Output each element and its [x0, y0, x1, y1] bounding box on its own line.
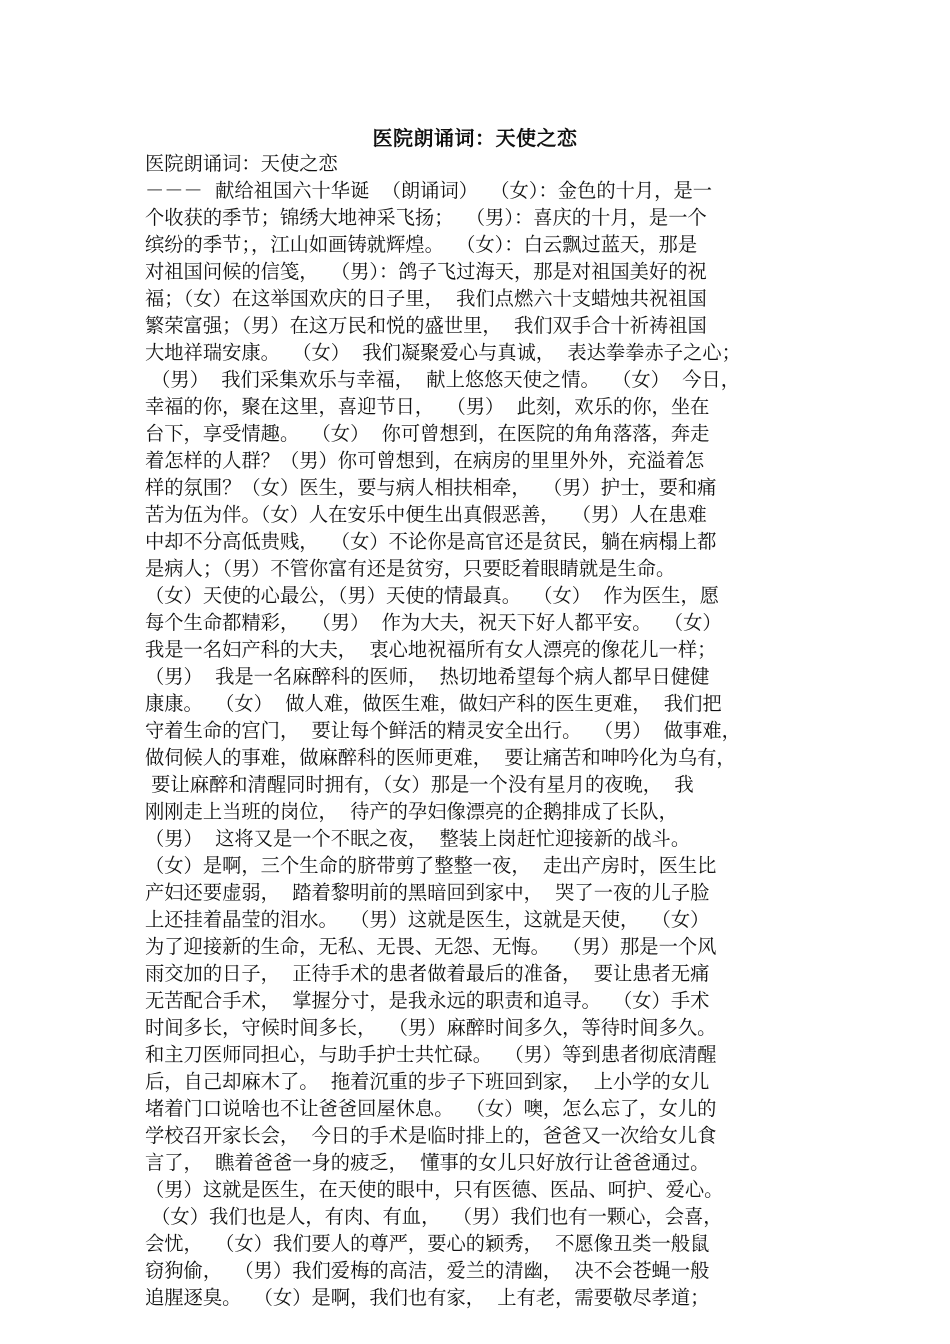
body-text-line: 是病人；（男）不管你富有还是贫穷，只要眨着眼睛就是生命。 [145, 557, 676, 580]
body-text-line: 堵着门口说啥也不让爸爸回屋休息。 （女）噢，怎么忘了，女儿的 [145, 1097, 717, 1120]
body-text-line: 大地祥瑞安康。 （女） 我们凝聚爱心与真诚， 表达拳拳赤子之心； [145, 341, 741, 364]
body-text-line: 台下，享受情趣。 （女） 你可曾想到，在医院的角角落落，奔走 [145, 422, 710, 445]
body-text-line: 样的氛围？（女）医生，要与病人相扶相牵， （男）护士，要和痛 [145, 476, 717, 499]
body-text-line: 窃狗偷， （男）我们爱梅的高洁，爱兰的清幽， 决不会苍蝇一般 [145, 1259, 710, 1282]
body-text-line: 上还挂着晶莹的泪水。 （男）这就是医生，这就是天使， （女） [145, 908, 710, 931]
body-text-line: 着怎样的人群？（男）你可曾想到，在病房的里里外外，充溢着怎 [145, 449, 705, 472]
body-text-line: （女）我们也是人，有肉、有血， （男）我们也有一颗心，会喜， [145, 1205, 723, 1228]
body-text-line: 刚刚走上当班的岗位， 待产的孕妇像漂亮的企鹅排成了长队， [145, 800, 678, 823]
body-text-line: 要让麻醉和清醒同时拥有，（女）那是一个没有星月的夜晚， 我 [145, 773, 694, 796]
body-text-line: 缤纷的季节；，江山如画铸就辉煌。 （女）：白云飘过蓝天，那是 [145, 233, 698, 256]
body-text-line: （女）天使的心最公，（男）天使的情最真。 （女） 作为医生，愿 [145, 584, 720, 607]
body-text-line: 时间多长，守候时间多长， （男）麻醉时间多久，等待时间多久。 [145, 1016, 717, 1039]
body-text-line: 后，自己却麻木了。 拖着沉重的步子下班回到家， 上小学的女儿 [145, 1070, 710, 1093]
body-text-line: 个收获的季节；锦绣大地神采飞扬； （男）：喜庆的十月，是一个 [145, 206, 707, 229]
document-title: 医院朗诵词：天使之恋 [372, 126, 578, 150]
body-text-line: 每个生命都精彩， （男） 作为大夫，祝天下好人都平安。 （女） [145, 611, 722, 634]
body-text-line: 守着生命的宫门， 要让每个鲜活的精灵安全出行。 （男） 做事难， [145, 719, 741, 742]
body-text-line: （女）是啊，三个生命的脐带剪了整整一夜， 走出产房时，医生比 [145, 854, 717, 877]
body-text-line: 福；（女）在这举国欢庆的日子里， 我们点燃六十支蜡烛共祝祖国 [145, 287, 707, 310]
body-text-line: 言了， 瞧着爸爸一身的疲乏， 懂事的女儿只好放行让爸爸通过。 [145, 1151, 710, 1174]
body-text-line: 我是一名妇产科的大夫， 衷心地祝福所有女人漂亮的像花儿一样； [145, 638, 717, 661]
body-text-line: 雨交加的日子， 正待手术的患者做着最后的准备， 要让患者无痛 [145, 962, 710, 985]
body-text-line: （男） 这将又是一个不眠之夜， 整装上岗赶忙迎接新的战斗。 [145, 827, 691, 850]
body-text-line: 学校召开家长会， 今日的手术是临时排上的，爸爸又一次给女儿食 [145, 1124, 717, 1147]
body-text-line: 产妇还要虚弱， 踏着黎明前的黑暗回到家中， 哭了一夜的儿子脸 [145, 881, 710, 904]
body-text-line: 康康。 （女） 做人难，做医生难，做妇产科的医生更难， 我们把 [145, 692, 722, 715]
body-text-line: 会忧， （女）我们要人的尊严，要心的颖秀， 不愿像丑类一般鼠 [145, 1232, 710, 1255]
body-text-line: 做伺候人的事难，做麻醉科的医师更难， 要让痛苦和呻吟化为乌有， [145, 746, 736, 769]
body-text-line: 幸福的你，聚在这里，喜迎节日， （男） 此刻，欢乐的你，坐在 [145, 395, 710, 418]
body-text-line: 中却不分高低贵贱， （女）不论你是高官还是贫民，躺在病榻上都 [145, 530, 717, 553]
body-text-line: 无苦配合手术， 掌握分寸，是我永远的职责和追寻。 （女）手术 [145, 989, 710, 1012]
body-text-line: 追腥逐臭。 （女）是啊，我们也有家， 上有老，需要敬尽孝道； [145, 1286, 710, 1309]
body-text-line: 繁荣富强；（男）在这万民和悦的盛世里， 我们双手合十祈祷祖国 [145, 314, 707, 337]
body-text-line: 医院朗诵词：天使之恋 [145, 152, 338, 175]
body-text-line: （男） 我们采集欢乐与幸福， 献上悠悠天使之情。 （女） 今日， [145, 368, 741, 391]
body-text-line: 对祖国问候的信笺， （男）：鸽子飞过海天，那是对祖国美好的祝 [145, 260, 707, 283]
body-text-line: 苦为伍为伴。（女）人在安乐中便生出真假恶善， （男）人在患难 [145, 503, 707, 526]
body-text-line: （男） 我是一名麻醉科的医师， 热切地希望每个病人都早日健健 [145, 665, 710, 688]
body-text-line: －－－ 献给祖国六十华诞 （朗诵词） （女）：金色的十月，是一 [145, 179, 713, 202]
body-text-line: （男）这就是医生，在天使的眼中，只有医德、医品、呵护、爱心。 [145, 1178, 724, 1201]
body-text-line: 为了迎接新的生命，无私、无畏、无怨、无悔。 （男）那是一个风 [145, 935, 717, 958]
body-text-line: 和主刀医师同担心，与助手护士共忙碌。 （男）等到患者彻底清醒 [145, 1043, 717, 1066]
document-body [145, 150, 813, 1309]
